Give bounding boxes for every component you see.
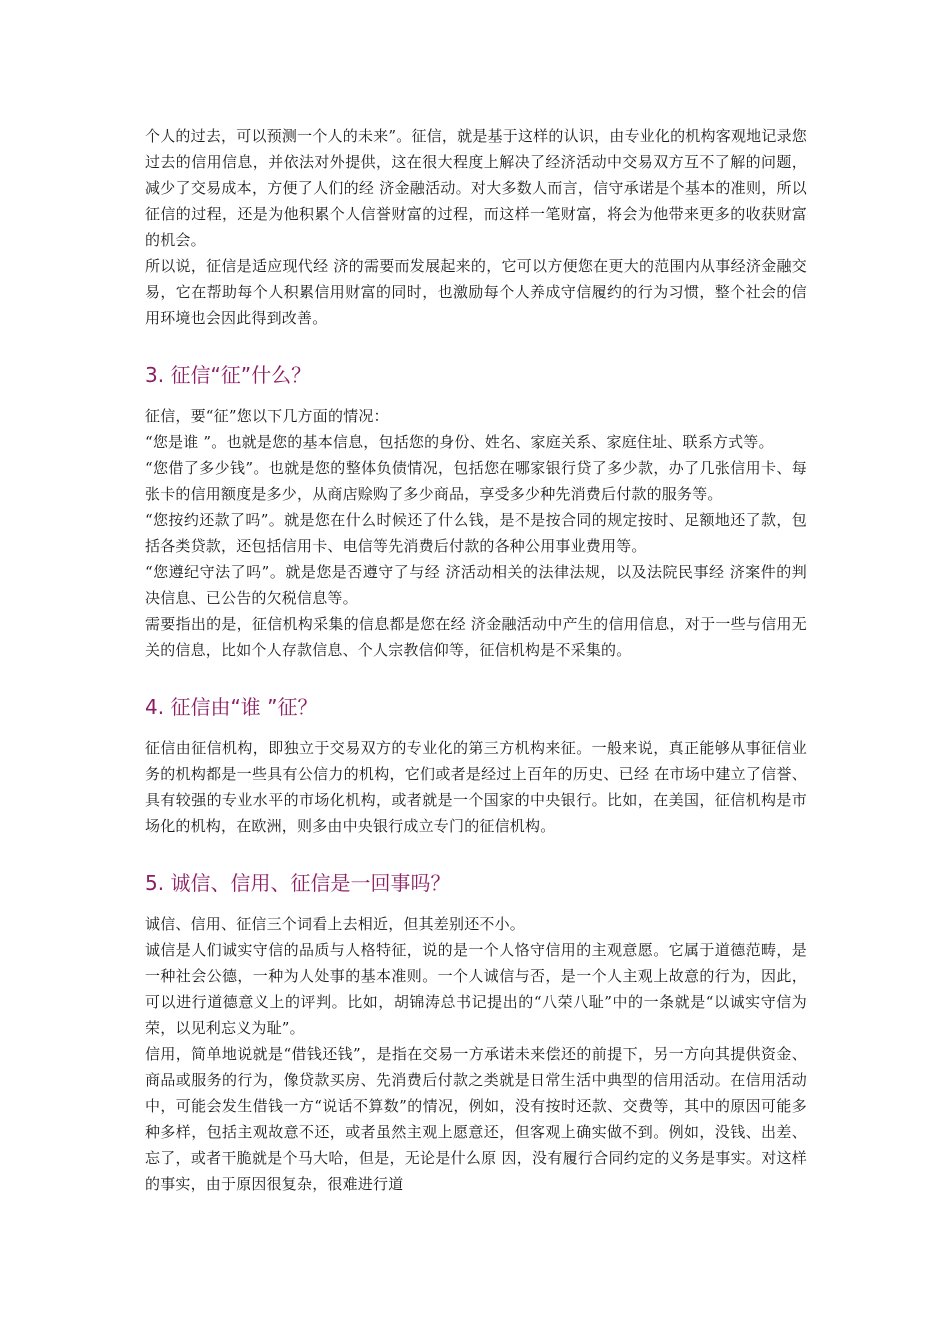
intro-paragraph-2: 所以说，征信是适应现代经 济的需要而发展起来的，它可以方便您在更大的范围内从事经济金融交易，它在帮助每个人积累信用财富的同时，也激励每个人养成守信履约的行为习惯，整个社会的信用环境也会因此得到改善。 xyxy=(145,257,807,327)
section-5-paragraph-3: 信用，简单地说就是“借钱还钱”，是指在交易一方承诺未来偿还的前提下，另一方向其提供资金、商品或服务的行为，像贷款买房、先消费后付款之类就是日常生活中典型的信用活动。在信用活动中，可能会发生借钱一方“说话不算数”的情况，例如，没有按时还款、交费等，其中的原因可能多种多样，包括主观故意不还，或者虽然主观上愿意还，但客观上确实做不到。例如，没钱、出差、忘了，或者干脆就是个马大哈，但是，无论是什么原 因，没有履行合同约定的义务是事实。对这样的事实，由于原因很复杂，很难进行道 xyxy=(145,1045,807,1193)
section-5-paragraph-2: 诚信是人们诚实守信的品质与人格特征，说的是一个人恪守信用的主观意愿。它属于道德范畴，是一种社会公德，一种为人处事的基本准则。一个人诚信与否，是一个人主观上故意的行为，因此，可以进行道德意义上的评判。比如，胡锦涛总书记提出的“八荣八耻”中的一条就是“以诚实守信为荣，以见利忘义为耻”。 xyxy=(145,941,807,1037)
section-3-paragraph-6: 需要指出的是，征信机构采集的信息都是您在经 济金融活动中产生的信用信息，对于一些与信用无关的信息，比如个人存款信息、个人宗教信仰等，征信机构是不采集的。 xyxy=(145,615,807,659)
section-3-heading: 3. 征信“征”什么？ xyxy=(145,363,312,387)
section-3-paragraph-2: “您是谁 ”。也就是您的基本信息，包括您的身份、姓名、家庭关系、家庭住址、联系方式等。 xyxy=(145,433,774,451)
section-3-paragraph-3: “您借了多少钱”。也就是您的整体负债情况，包括您在哪家银行贷了多少款，办了几张信用卡、每张卡的信用额度是多少，从商店赊购了多少商品，享受多少种先消费后付款的服务等。 xyxy=(145,459,807,503)
section-5-heading: 5. 诚信、信用、征信是一回事吗？ xyxy=(145,871,451,895)
intro-paragraph-1: 个人的过去，可以预测一个人的未来”。征信，就是基于这样的认识，由专业化的机构客观地记录您过去的信用信息，并依法对外提供，这在很大程度上解决了经济活动中交易双方互不了解的问题，减少了交易成本，方便了人们的经 济金融活动。对大多数人而言，信守承诺是个基本的准则，所以征信的过程，还是为他积累个人信誉财富的过程，而这样一笔财富，将会为他带来更多的收获财富的机会。 xyxy=(145,127,807,249)
section-4-heading: 4. 征信由“谁 ”征？ xyxy=(145,695,318,719)
document-body xyxy=(145,123,807,1197)
section-4-paragraph-1: 征信由征信机构，即独立于交易双方的专业化的第三方机构来征。一般来说，真正能够从事征信业务的机构都是一些具有公信力的机构，它们或者是经过上百年的历史、已经 在市场中建立了信誉、具有较强的专业水平的市场化机构，或者就是一个国家的中央银行。比如，在美国，征信机构是市场化的机构，在欧洲，则多由中央银行成立专门的征信机构。 xyxy=(145,739,807,835)
section-5-paragraph-1: 诚信、信用、征信三个词看上去相近，但其差别还不小。 xyxy=(145,915,526,933)
section-3-paragraph-1: 征信，要“征”您以下几方面的情况： xyxy=(145,407,389,425)
section-3-paragraph-4: “您按约还款了吗”。就是您在什么时候还了什么钱，是不是按合同的规定按时、足额地还了款，包括各类贷款，还包括信用卡、电信等先消费后付款的各种公用事业费用等。 xyxy=(145,511,807,555)
section-3-paragraph-5: “您遵纪守法了吗”。就是您是否遵守了与经 济活动相关的法律法规，以及法院民事经 济案件的判决信息、已公告的欠税信息等。 xyxy=(145,563,807,607)
